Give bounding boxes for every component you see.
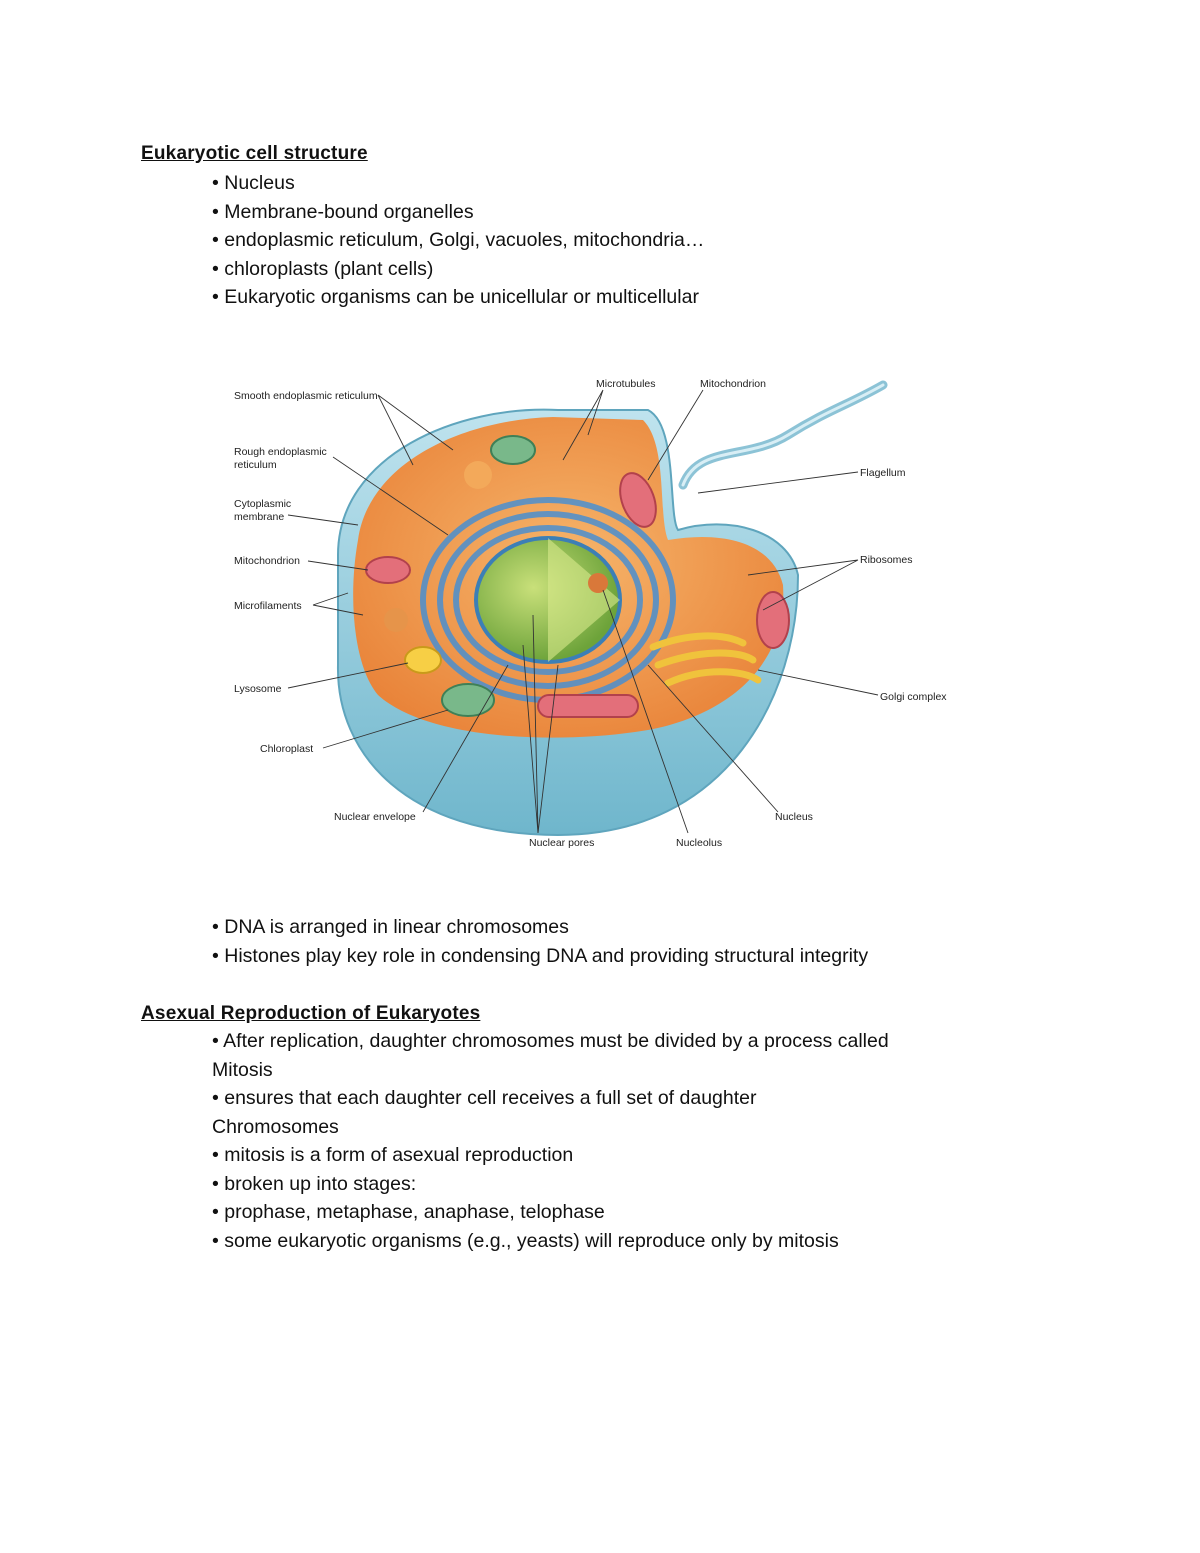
list-item: • Histones play key role in condensing DNA and providing structural integrity	[212, 944, 869, 967]
mitochondrion-shape	[366, 557, 410, 583]
eukaryotic-cell-diagram	[228, 365, 958, 855]
list-item: • Nucleus	[212, 172, 295, 194]
section-heading-cell-structure: Eukaryotic cell structure	[141, 143, 368, 164]
list-item: • Eukaryotic organisms can be unicellular or multicellular	[212, 286, 699, 308]
chloroplast-shape	[491, 436, 535, 464]
lysosome-shape	[405, 647, 441, 673]
dna-list	[212, 913, 1012, 970]
label-flagellum: Flagellum	[860, 467, 906, 479]
cell-structure-list	[212, 169, 1012, 312]
label-ribosomes: Ribosomes	[860, 554, 913, 566]
label-microfilaments: Microfilaments	[234, 600, 302, 612]
list-item: • After replication, daughter chromosomes must be divided by a process called Mitosis	[212, 1030, 889, 1081]
label-nucleus: Nucleus	[775, 811, 813, 823]
mitochondrion-shape	[757, 592, 789, 648]
list-item: • prophase, metaphase, anaphase, telophase	[212, 1201, 605, 1223]
label-cytoplasmic-membrane: Cytoplasmic	[234, 498, 292, 510]
section-heading-asexual-reproduction: Asexual Reproduction of Eukaryotes	[141, 1003, 481, 1024]
chloroplast-shape	[442, 684, 494, 716]
nucleolus-shape	[588, 573, 608, 593]
list-item: • some eukaryotic organisms (e.g., yeasts) will reproduce only by mitosis	[212, 1229, 839, 1252]
label-cytoplasmic-membrane-2: membrane	[234, 511, 285, 523]
list-item: • endoplasmic reticulum, Golgi, vacuoles, mitochondria…	[212, 229, 705, 251]
label-mitochondrion-top: Mitochondrion	[700, 378, 766, 390]
label-golgi-complex: Golgi complex	[880, 691, 947, 703]
list-item: • Membrane-bound organelles	[212, 200, 474, 223]
label-rough-er-2: reticulum	[234, 459, 277, 471]
label-chloroplast: Chloroplast	[260, 743, 314, 755]
list-item: • mitosis is a form of asexual reproduction	[212, 1144, 574, 1166]
label-nuclear-pores: Nuclear pores	[529, 837, 595, 849]
label-nuclear-envelope: Nuclear envelope	[334, 811, 416, 823]
list-item: • broken up into stages:	[212, 1172, 417, 1195]
list-item: • chloroplasts (plant cells)	[212, 257, 434, 280]
list-item: • ensures that each daughter cell receives a full set of daughter Chromosomes	[212, 1087, 757, 1138]
label-nucleolus: Nucleolus	[676, 837, 723, 849]
label-smooth-er: Smooth endoplasmic reticulum	[234, 390, 378, 402]
label-lysosome: Lysosome	[234, 683, 282, 695]
label-mitochondrion-left: Mitochondrion	[234, 555, 300, 567]
list-item: • DNA is arranged in linear chromosomes	[212, 916, 569, 938]
asexual-reproduction-list	[212, 1027, 1012, 1255]
label-rough-er: Rough endoplasmic	[234, 446, 327, 458]
label-microtubules: Microtubules	[596, 378, 656, 390]
